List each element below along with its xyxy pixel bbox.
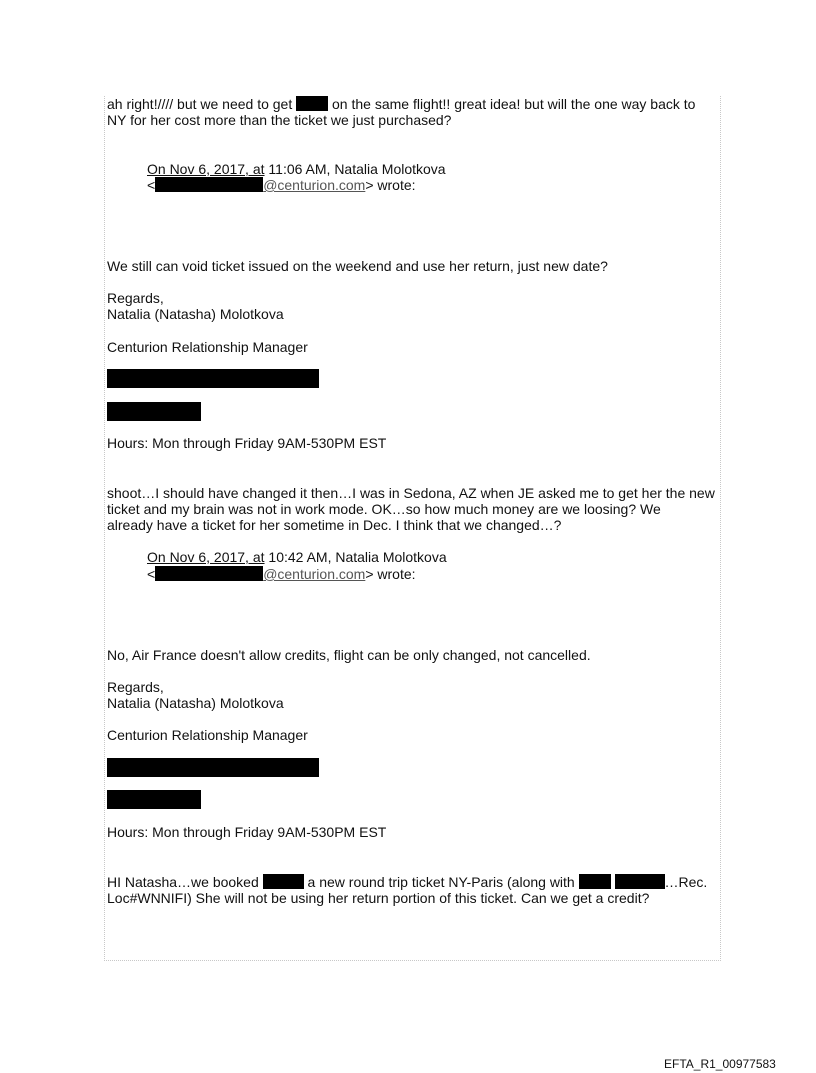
message-3-line-2: Loc#WNNIFI) She will not be using her return portion of this ticket. Can we get a credit? — [107, 890, 650, 906]
reply-1-signature-name: Natalia (Natasha) Molotkova — [107, 306, 284, 322]
redaction-block — [296, 96, 328, 111]
reply-2-regards: Regards, — [107, 679, 164, 695]
message-text: ah right!//// but we need to get — [107, 96, 293, 112]
redaction-block — [107, 369, 319, 388]
quote-2-header: On Nov 6, 2017, at 10:42 AM, Natalia Molotkova — [147, 549, 447, 565]
redaction-block — [263, 874, 304, 889]
quote-1-email: < @centurion.com> wrote: — [147, 177, 416, 193]
message-2-line-2: ticket and my brain was not in work mode. OK…so how much money are we loosing? We — [107, 501, 661, 517]
redaction-block — [107, 790, 201, 809]
reply-1-signature-title: Centurion Relationship Manager — [107, 339, 308, 355]
email-domain-link[interactable]: @centurion.com — [263, 177, 366, 193]
reply-2-signature-title: Centurion Relationship Manager — [107, 727, 308, 743]
reply-2-hours: Hours: Mon through Friday 9AM-530PM EST — [107, 824, 387, 840]
redaction-block — [107, 402, 201, 421]
reply-1-body: We still can void ticket issued on the weekend and use her return, just new date? — [107, 258, 608, 274]
message-1-line-2: NY for her cost more than the ticket we just purchased? — [107, 112, 452, 128]
reply-2-body: No, Air France doesn't allow credits, flight can be only changed, not cancelled. — [107, 647, 591, 663]
reply-1-hours: Hours: Mon through Friday 9AM-530PM EST — [107, 435, 387, 451]
redaction-block — [615, 874, 665, 889]
quote-1-header: On Nov 6, 2017, at 11:06 AM, Natalia Molotkova — [147, 161, 446, 177]
message-text: on the same flight!! great idea! but will the one way back to — [332, 96, 696, 112]
message-1-line-1 — [107, 96, 695, 112]
quote-2-email: < @centurion.com> wrote: — [147, 566, 416, 582]
redaction-block — [155, 177, 263, 192]
message-2-line-1: shoot…I should have changed it then…I was in Sedona, AZ when JE asked me to get her the new — [107, 485, 715, 501]
reply-1-regards: Regards, — [107, 290, 164, 306]
redaction-block — [579, 874, 611, 889]
redaction-block — [155, 566, 263, 581]
email-domain-link[interactable]: @centurion.com — [263, 566, 366, 582]
document-id: EFTA_R1_00977583 — [664, 1057, 776, 1071]
message-3-line-1: HI Natasha…we booked a new round trip ticket NY-Paris (along with …Rec. — [107, 874, 708, 890]
reply-2-signature-name: Natalia (Natasha) Molotkova — [107, 695, 284, 711]
message-2-line-3: already have a ticket for her sometime in Dec. I think that we changed…? — [107, 517, 562, 533]
redaction-block — [107, 758, 319, 777]
